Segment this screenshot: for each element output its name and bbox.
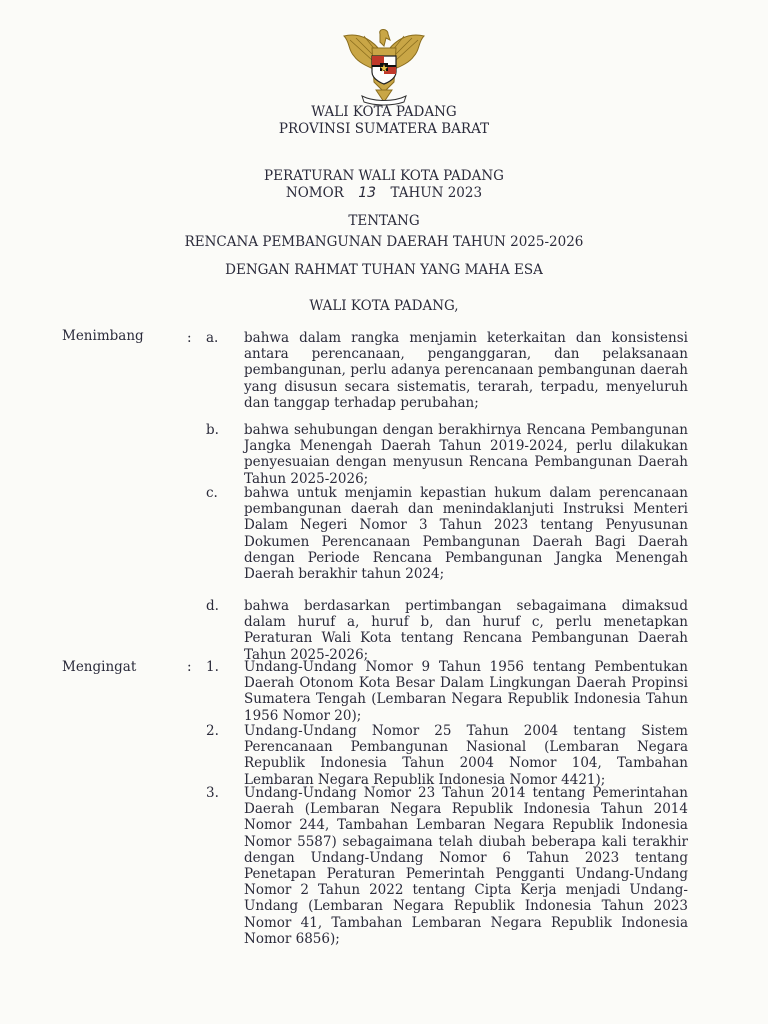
item-mark: b.	[206, 422, 219, 438]
authority-line: WALI KOTA PADANG,	[309, 298, 459, 314]
blessing-line: DENGAN RAHMAT TUHAN YANG MAHA ESA	[225, 262, 543, 278]
number-label: NOMOR	[285, 185, 344, 201]
item-text: Undang-Undang Nomor 23 Tahun 2014 tentang Pemerintahan Daerah (Lembaran Negara Republik Indonesia Tahun 2014 Nomor 244, Tambahan Lembaran Negara Republik Indonesia Nomor 5587) sebagaimana telah diubah beberapa kali terakhir dengan Undang-Undang Nomor 6 Tahun 2023 tentang Penetapan Peraturan Pemerintah Pengganti Undang-Undang Nomor 2 Tahun 2022 tentang Cipta Kerja menjadi Undang-Undang (Lembaran Negara Republik Indonesia Tahun 2023 Nomor 41, Tambahan Lembaran Negara Republik Indonesia Nomor 6856);	[244, 785, 688, 947]
item-text: bahwa untuk menjamin kepastian hukum dalam perencanaan pembangunan daerah dan menindaklanjuti Instruksi Menteri Dalam Negeri Nomor 3 Tahun 2023 tentang Penyusunan Dokumen Perencanaan Pembangunan Daerah Bagi Daerah dengan Periode Rencana Pembangunan Jangka Menengah Daerah berakhir tahun 2024;	[244, 485, 688, 583]
item-mark: 2.	[206, 723, 219, 739]
menimbang-colon: :	[187, 330, 192, 346]
item-mark: 1.	[206, 659, 219, 675]
about-heading: TENTANG	[348, 213, 420, 229]
item-mark: 3.	[206, 785, 219, 801]
menimbang-label: Menimbang	[62, 328, 144, 344]
regulation-title: PERATURAN WALI KOTA PADANG	[264, 168, 504, 184]
subject-heading: RENCANA PEMBANGUNAN DAERAH TAHUN 2025-2026	[184, 234, 584, 250]
mengingat-label: Mengingat	[62, 659, 137, 675]
regulation-number-line	[0, 185, 768, 202]
garuda-emblem-icon	[336, 26, 432, 108]
item-mark: d.	[206, 598, 219, 614]
item-text: bahwa dalam rangka menjamin keterkaitan dan konsistensi antara perencanaan, penganggaran, dan pelaksanaan pembangunan, perlu adanya perencanaan pembangunan daerah yang disusun secara sistematis, terarah, terpadu, menyeluruh dan tanggap terhadap perubahan;	[244, 330, 688, 411]
province-title: PROVINSI SUMATERA BARAT	[278, 121, 490, 137]
item-mark: a.	[206, 330, 219, 346]
item-text: bahwa sehubungan dengan berakhirnya Rencana Pembangunan Jangka Menengah Daerah Tahun 2019-2024, perlu dilakukan penyesuaian dengan menyusun Rencana Pembangunan Daerah Tahun 2025-2026;	[244, 422, 688, 487]
official-title: WALI KOTA PADANG	[311, 104, 457, 120]
item-text: bahwa berdasarkan pertimbangan sebagaimana dimaksud dalam huruf a, huruf b, dan huruf c, perlu menetapkan Peraturan Wali Kota tentang Rencana Pembangunan Daerah Tahun 2025-2026;	[244, 598, 688, 663]
year-label: TAHUN 2023	[390, 185, 483, 201]
item-mark: c.	[206, 485, 218, 501]
item-text: Undang-Undang Nomor 9 Tahun 1956 tentang Pembentukan Daerah Otonom Kota Besar Dalam Lingkungan Daerah Propinsi Sumatera Tengah (Lembaran Negara Republik Indonesia Tahun 1956 Nomor 20);	[244, 659, 688, 724]
item-text: Undang-Undang Nomor 25 Tahun 2004 tentang Sistem Perencanaan Pembangunan Nasional (Lembaran Negara Republik Indonesia Tahun 2004 Nomor 104, Tambahan Lembaran Negara Republik Indonesia Nomor 4421);	[244, 723, 688, 788]
mengingat-colon: :	[187, 659, 192, 675]
handwritten-number: 13	[358, 185, 377, 201]
